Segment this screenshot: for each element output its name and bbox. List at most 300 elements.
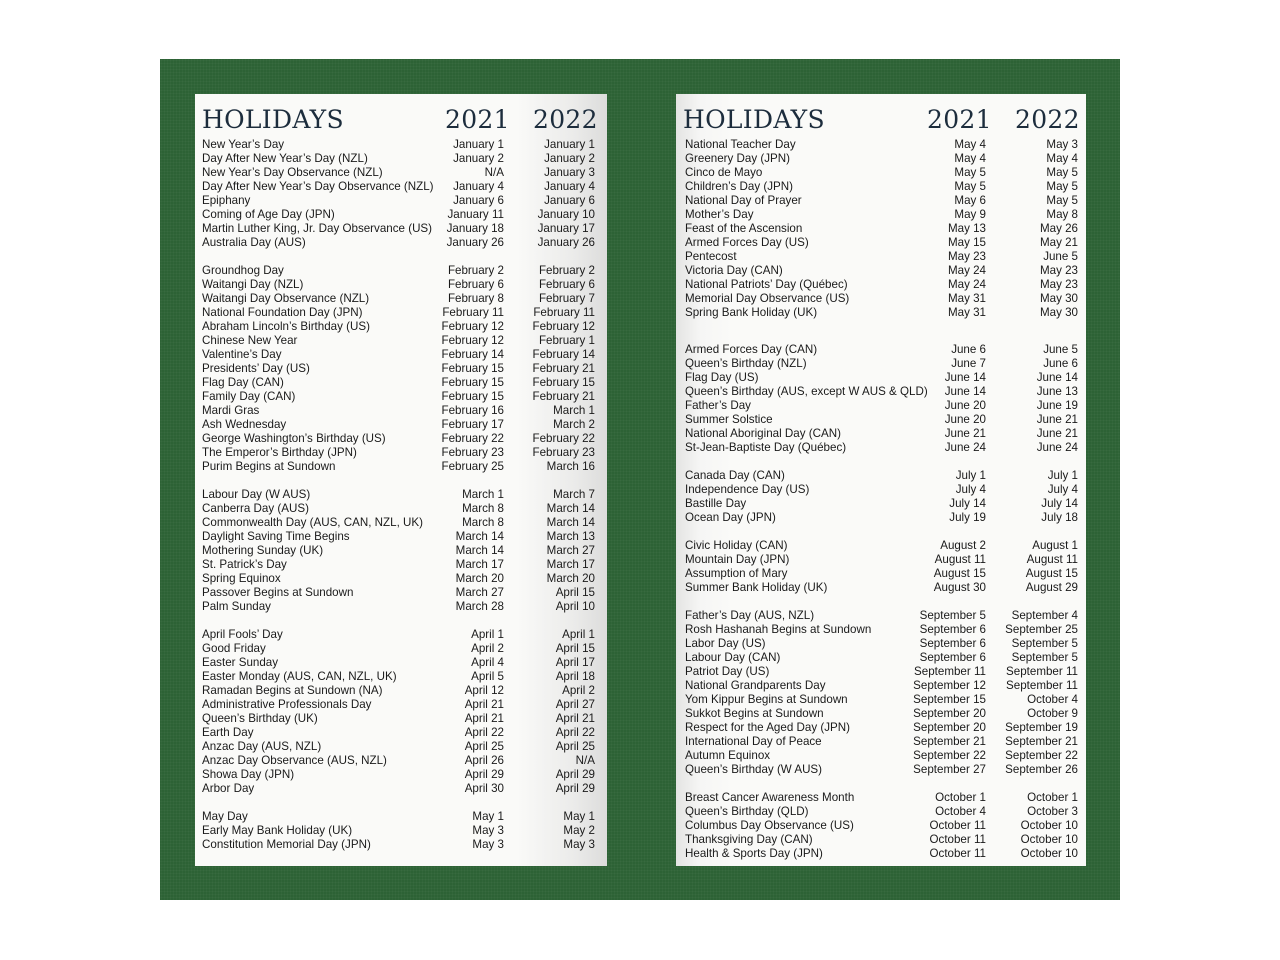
date-2022: May 2 (563, 824, 595, 837)
date-2021: August 15 (933, 567, 986, 580)
holiday-name: Summer Solstice (685, 413, 773, 426)
holiday-name: Valentine’s Day (202, 348, 282, 361)
holiday-row (676, 679, 1086, 693)
date-2022: June 6 (1043, 357, 1078, 370)
date-2021: April 5 (471, 670, 504, 683)
date-2022: September 5 (1011, 637, 1078, 650)
holiday-name: Earth Day (202, 726, 254, 739)
date-2021: March 27 (455, 586, 504, 599)
holiday-row (676, 292, 1086, 306)
holiday-row (195, 698, 607, 712)
date-2021: September 6 (919, 637, 986, 650)
holiday-name: Flag Day (US) (685, 371, 759, 384)
holiday-row (195, 208, 607, 222)
holiday-row (195, 264, 607, 278)
holiday-name: Queen’s Birthday (QLD) (685, 805, 809, 818)
date-2022: April 25 (555, 740, 595, 753)
holiday-row (195, 460, 607, 474)
date-2022: August 29 (1025, 581, 1078, 594)
date-2021: June 6 (951, 343, 986, 356)
date-2021: August 2 (940, 539, 986, 552)
date-2022: May 1 (563, 810, 595, 823)
date-2021: August 30 (933, 581, 986, 594)
date-2022: January 6 (544, 194, 595, 207)
holiday-row (195, 810, 607, 824)
holiday-row (195, 754, 607, 768)
date-2021: April 12 (464, 684, 504, 697)
date-2021: April 25 (464, 740, 504, 753)
date-2022: September 5 (1011, 651, 1078, 664)
holiday-row (676, 791, 1086, 805)
date-2021: June 14 (944, 371, 986, 384)
date-2022: May 5 (1046, 166, 1078, 179)
date-2021: March 14 (455, 530, 504, 543)
date-2022: April 29 (555, 768, 595, 781)
group-spacer (195, 474, 607, 488)
date-2021: May 5 (954, 180, 986, 193)
date-2021: September 12 (913, 679, 986, 692)
holiday-name: May Day (202, 810, 248, 823)
date-2022: February 7 (538, 292, 595, 305)
holiday-row (676, 180, 1086, 194)
date-2021: January 6 (453, 194, 504, 207)
date-2022: January 2 (544, 152, 595, 165)
holiday-row (195, 712, 607, 726)
date-2021: February 23 (441, 446, 504, 459)
date-2021: February 15 (441, 362, 504, 375)
date-2022: February 6 (538, 278, 595, 291)
date-2022: May 23 (1039, 264, 1078, 277)
date-2022: September 11 (1006, 679, 1078, 692)
group-spacer (195, 250, 607, 264)
date-2021: October 11 (929, 819, 986, 832)
holiday-name: Father’s Day (685, 399, 751, 412)
holiday-name: Easter Monday (AUS, CAN, NZL, UK) (202, 670, 397, 683)
holiday-row (195, 782, 607, 796)
year-2021-header: 2021 (445, 105, 510, 134)
date-2022: May 26 (1039, 222, 1078, 235)
date-2022: March 14 (546, 502, 595, 515)
date-2021: February 14 (441, 348, 504, 361)
date-2021: March 8 (462, 502, 504, 515)
holiday-name: Armed Forces Day (CAN) (685, 343, 818, 356)
date-2022: March 1 (553, 404, 595, 417)
holiday-name: Administrative Professionals Day (202, 698, 372, 711)
date-2022: September 21 (1005, 735, 1078, 748)
date-2022: July 18 (1041, 511, 1078, 524)
holiday-name: Queen’s Birthday (W AUS) (685, 763, 823, 776)
date-2022: September 11 (1006, 665, 1078, 678)
date-2022: March 13 (546, 530, 595, 543)
date-2022: May 3 (563, 838, 595, 851)
date-2021: February 6 (447, 278, 504, 291)
holiday-row (676, 208, 1086, 222)
date-2022: February 1 (538, 334, 595, 347)
holiday-row (676, 637, 1086, 651)
holiday-row (676, 721, 1086, 735)
date-2022: March 16 (546, 460, 595, 473)
page-header (195, 104, 607, 136)
date-2022: June 21 (1036, 413, 1078, 426)
holiday-row (195, 656, 607, 670)
date-2022: April 10 (555, 600, 595, 613)
holiday-name: Day After New Year’s Day (NZL) (202, 152, 368, 165)
holiday-name: Sukkot Begins at Sundown (685, 707, 824, 720)
holiday-name: Independence Day (US) (685, 483, 810, 496)
holiday-row (195, 502, 607, 516)
date-2022: August 15 (1025, 567, 1078, 580)
date-2022: September 25 (1005, 623, 1078, 636)
date-2022: October 10 (1020, 819, 1078, 832)
holiday-name: The Emperor’s Birthday (JPN) (202, 446, 357, 459)
date-2021: July 14 (949, 497, 986, 510)
date-2021: April 26 (464, 754, 504, 767)
holiday-row (676, 222, 1086, 236)
holiday-row (195, 726, 607, 740)
date-2022: January 26 (537, 236, 595, 249)
holiday-name: Autumn Equinox (685, 749, 771, 762)
holiday-name: Labour Day (CAN) (685, 651, 781, 664)
date-2022: June 14 (1036, 371, 1078, 384)
holiday-name: Feast of the Ascension (685, 222, 803, 235)
date-2021: February 16 (441, 404, 504, 417)
date-2021: May 3 (472, 838, 504, 851)
date-2022: June 19 (1036, 399, 1078, 412)
holiday-row (195, 320, 607, 334)
holiday-name: Anzac Day (AUS, NZL) (202, 740, 322, 753)
holiday-name: Patriot Day (US) (685, 665, 770, 678)
holiday-row (676, 264, 1086, 278)
holiday-name: International Day of Peace (685, 735, 822, 748)
date-2022: September 22 (1005, 749, 1078, 762)
holiday-row (195, 740, 607, 754)
date-2021: May 31 (947, 306, 986, 319)
date-2022: October 3 (1027, 805, 1078, 818)
page-title: HOLIDAYS (202, 105, 344, 134)
date-2021: September 22 (913, 749, 986, 762)
holiday-row (676, 567, 1086, 581)
date-2021: September 21 (913, 735, 986, 748)
page-title: HOLIDAYS (683, 105, 825, 134)
holiday-name: Canberra Day (AUS) (202, 502, 309, 515)
holiday-name: Groundhog Day (202, 264, 284, 277)
date-2021: August 11 (934, 553, 986, 566)
date-2021: May 6 (954, 194, 986, 207)
holiday-row (676, 306, 1086, 320)
date-2022: February 2 (538, 264, 595, 277)
date-2022: March 14 (546, 516, 595, 529)
date-2021: January 26 (446, 236, 504, 249)
date-2021: January 4 (453, 180, 504, 193)
holiday-name: Chinese New Year (202, 334, 298, 347)
holiday-name: Labor Day (US) (685, 637, 766, 650)
date-2022: March 7 (553, 488, 595, 501)
holiday-row (195, 432, 607, 446)
date-2021: May 9 (954, 208, 986, 221)
holiday-row (195, 838, 607, 852)
date-2021: March 17 (455, 558, 504, 571)
holiday-name: Martin Luther King, Jr. Day Observance (US) (202, 222, 433, 235)
holiday-row (195, 670, 607, 684)
date-2022: April 22 (555, 726, 595, 739)
holiday-row (676, 427, 1086, 441)
holiday-name: Health & Sports Day (JPN) (685, 847, 823, 860)
date-2022: April 21 (555, 712, 595, 725)
date-2021: January 2 (453, 152, 504, 165)
holiday-name: National Foundation Day (JPN) (202, 306, 363, 319)
holiday-row (676, 539, 1086, 553)
group-spacer (676, 320, 1086, 343)
date-2022: March 17 (546, 558, 595, 571)
date-2022: April 29 (555, 782, 595, 795)
holiday-list (676, 138, 1086, 861)
holiday-row (195, 628, 607, 642)
date-2021: May 23 (947, 250, 986, 263)
holiday-name: Mothering Sunday (UK) (202, 544, 324, 557)
date-2022: February 11 (533, 306, 595, 319)
holiday-row (676, 250, 1086, 264)
holiday-row (195, 488, 607, 502)
holiday-name: Children’s Day (JPN) (685, 180, 794, 193)
date-2021: February 22 (441, 432, 504, 445)
date-2021: February 12 (441, 334, 504, 347)
date-2022: January 10 (537, 208, 595, 221)
holiday-name: National Teacher Day (685, 138, 796, 151)
date-2021: September 5 (919, 609, 986, 622)
holiday-row (195, 530, 607, 544)
date-2022: August 11 (1026, 553, 1078, 566)
date-2021: February 17 (441, 418, 504, 431)
date-2022: June 5 (1043, 250, 1078, 263)
date-2021: April 22 (464, 726, 504, 739)
holiday-name: Waitangi Day Observance (NZL) (202, 292, 370, 305)
date-2022: July 4 (1047, 483, 1078, 496)
holiday-name: Thanksgiving Day (CAN) (685, 833, 813, 846)
date-2022: April 17 (555, 656, 595, 669)
holiday-name: Queen’s Birthday (NZL) (685, 357, 807, 370)
holiday-row (195, 418, 607, 432)
holiday-name: Labour Day (W AUS) (202, 488, 311, 501)
holiday-name: Yom Kippur Begins at Sundown (685, 693, 848, 706)
holiday-name: Civic Holiday (CAN) (685, 539, 788, 552)
date-2021: March 14 (455, 544, 504, 557)
date-2021: July 1 (955, 469, 986, 482)
date-2022: April 15 (555, 586, 595, 599)
holiday-name: Arbor Day (202, 782, 255, 795)
year-2022-header: 2022 (1015, 105, 1080, 134)
date-2021: February 15 (441, 390, 504, 403)
date-2021: March 1 (462, 488, 504, 501)
date-2022: April 27 (555, 698, 595, 711)
date-2022: February 12 (532, 320, 595, 333)
holiday-row (195, 348, 607, 362)
holiday-row (195, 558, 607, 572)
holiday-row (676, 651, 1086, 665)
date-2022: October 9 (1027, 707, 1078, 720)
holiday-name: Waitangi Day (NZL) (202, 278, 304, 291)
holiday-row (195, 222, 607, 236)
date-2021: October 11 (929, 847, 986, 860)
holiday-row (676, 833, 1086, 847)
date-2021: February 2 (447, 264, 504, 277)
holiday-row (195, 390, 607, 404)
date-2022: April 18 (555, 670, 595, 683)
holiday-row (195, 166, 607, 180)
date-2022: January 17 (537, 222, 595, 235)
group-spacer (676, 777, 1086, 791)
date-2021: February 11 (442, 306, 504, 319)
date-2021: September 20 (913, 721, 986, 734)
date-2022: April 2 (562, 684, 595, 697)
date-2022: April 1 (562, 628, 595, 641)
date-2022: February 15 (532, 376, 595, 389)
date-2022: May 30 (1039, 292, 1078, 305)
holiday-row (195, 544, 607, 558)
holiday-row (195, 446, 607, 460)
holiday-name: Coming of Age Day (JPN) (202, 208, 335, 221)
group-spacer (195, 796, 607, 810)
holiday-row (195, 516, 607, 530)
date-2022: May 8 (1046, 208, 1078, 221)
holiday-row (195, 334, 607, 348)
holiday-row (676, 152, 1086, 166)
holiday-row (195, 824, 607, 838)
date-2021: January 1 (453, 138, 504, 151)
date-2022: March 2 (553, 418, 595, 431)
date-2021: February 15 (441, 376, 504, 389)
date-2021: May 1 (472, 810, 504, 823)
date-2021: February 12 (441, 320, 504, 333)
holiday-row (195, 138, 607, 152)
holiday-row (676, 399, 1086, 413)
holiday-name: Rosh Hashanah Begins at Sundown (685, 623, 872, 636)
date-2022: May 23 (1039, 278, 1078, 291)
holiday-name: Queen’s Birthday (AUS, except W AUS & QLD) (685, 385, 928, 398)
holiday-name: Daylight Saving Time Begins (202, 530, 350, 543)
holiday-name: Abraham Lincoln’s Birthday (US) (202, 320, 370, 333)
date-2021: May 5 (954, 166, 986, 179)
holiday-row (676, 469, 1086, 483)
date-2022: October 1 (1027, 791, 1078, 804)
holiday-name: Summer Bank Holiday (UK) (685, 581, 828, 594)
date-2022: September 4 (1011, 609, 1078, 622)
holiday-name: Spring Bank Holiday (UK) (685, 306, 818, 319)
date-2021: October 1 (935, 791, 986, 804)
date-2022: February 23 (532, 446, 595, 459)
date-2021: April 21 (464, 712, 504, 725)
date-2021: September 6 (919, 623, 986, 636)
date-2021: April 21 (464, 698, 504, 711)
holiday-row (676, 707, 1086, 721)
date-2021: May 15 (947, 236, 986, 249)
holiday-row (195, 152, 607, 166)
holiday-row (676, 385, 1086, 399)
date-2022: August 1 (1032, 539, 1078, 552)
holiday-name: Spring Equinox (202, 572, 281, 585)
date-2021: June 20 (944, 413, 986, 426)
holiday-name: Queen’s Birthday (UK) (202, 712, 318, 725)
holiday-name: Ash Wednesday (202, 418, 287, 431)
holiday-name: St-Jean-Baptiste Day (Québec) (685, 441, 847, 454)
date-2021: June 7 (951, 357, 986, 370)
date-2022: June 5 (1043, 343, 1078, 356)
holiday-name: Memorial Day Observance (US) (685, 292, 850, 305)
date-2021: May 24 (947, 264, 986, 277)
holiday-name: Greenery Day (JPN) (685, 152, 791, 165)
holiday-row (676, 278, 1086, 292)
date-2021: July 19 (949, 511, 986, 524)
date-2022: February 14 (532, 348, 595, 361)
holiday-row (676, 581, 1086, 595)
right-page (676, 94, 1086, 866)
holiday-row (676, 735, 1086, 749)
date-2021: January 11 (447, 208, 504, 221)
holiday-row (195, 586, 607, 600)
holiday-row (195, 194, 607, 208)
holiday-row (195, 684, 607, 698)
date-2021: May 4 (954, 138, 986, 151)
date-2022: February 21 (532, 390, 595, 403)
date-2021: May 31 (947, 292, 986, 305)
holiday-name: Purim Begins at Sundown (202, 460, 336, 473)
group-spacer (676, 595, 1086, 609)
date-2021: September 11 (914, 665, 986, 678)
holiday-row (676, 497, 1086, 511)
holiday-row (676, 609, 1086, 623)
date-2022: N/A (575, 754, 595, 767)
date-2022: May 5 (1046, 194, 1078, 207)
holiday-name: New Year’s Day Observance (NZL) (202, 166, 383, 179)
holiday-row (676, 511, 1086, 525)
date-2022: January 3 (544, 166, 595, 179)
date-2021: June 14 (944, 385, 986, 398)
holiday-name: Australia Day (AUS) (202, 236, 306, 249)
group-spacer (195, 614, 607, 628)
date-2021: September 15 (913, 693, 986, 706)
date-2022: May 5 (1046, 180, 1078, 193)
date-2021: September 20 (913, 707, 986, 720)
holiday-name: National Grandparents Day (685, 679, 826, 692)
holiday-row (195, 404, 607, 418)
holiday-name: Cinco de Mayo (685, 166, 763, 179)
date-2021: October 4 (935, 805, 986, 818)
date-2022: July 1 (1047, 469, 1078, 482)
holiday-name: National Aboriginal Day (CAN) (685, 427, 841, 440)
holiday-row (676, 693, 1086, 707)
holiday-row (195, 642, 607, 656)
date-2021: April 1 (471, 628, 504, 641)
holiday-name: Bastille Day (685, 497, 747, 510)
holiday-name: George Washington’s Birthday (US) (202, 432, 386, 445)
date-2022: April 15 (555, 642, 595, 655)
holiday-row (195, 292, 607, 306)
date-2021: April 30 (464, 782, 504, 795)
holiday-row (195, 572, 607, 586)
date-2022: May 21 (1039, 236, 1078, 249)
date-2022: March 27 (546, 544, 595, 557)
date-2021: April 4 (471, 656, 504, 669)
date-2021: July 4 (955, 483, 986, 496)
date-2022: October 10 (1020, 833, 1078, 846)
holiday-name: Epiphany (202, 194, 251, 207)
holiday-name: Anzac Day Observance (AUS, NZL) (202, 754, 387, 767)
holiday-row (676, 194, 1086, 208)
holiday-row (195, 768, 607, 782)
date-2021: January 18 (446, 222, 504, 235)
holiday-row (195, 278, 607, 292)
holiday-name: Passover Begins at Sundown (202, 586, 354, 599)
left-page (195, 94, 607, 866)
